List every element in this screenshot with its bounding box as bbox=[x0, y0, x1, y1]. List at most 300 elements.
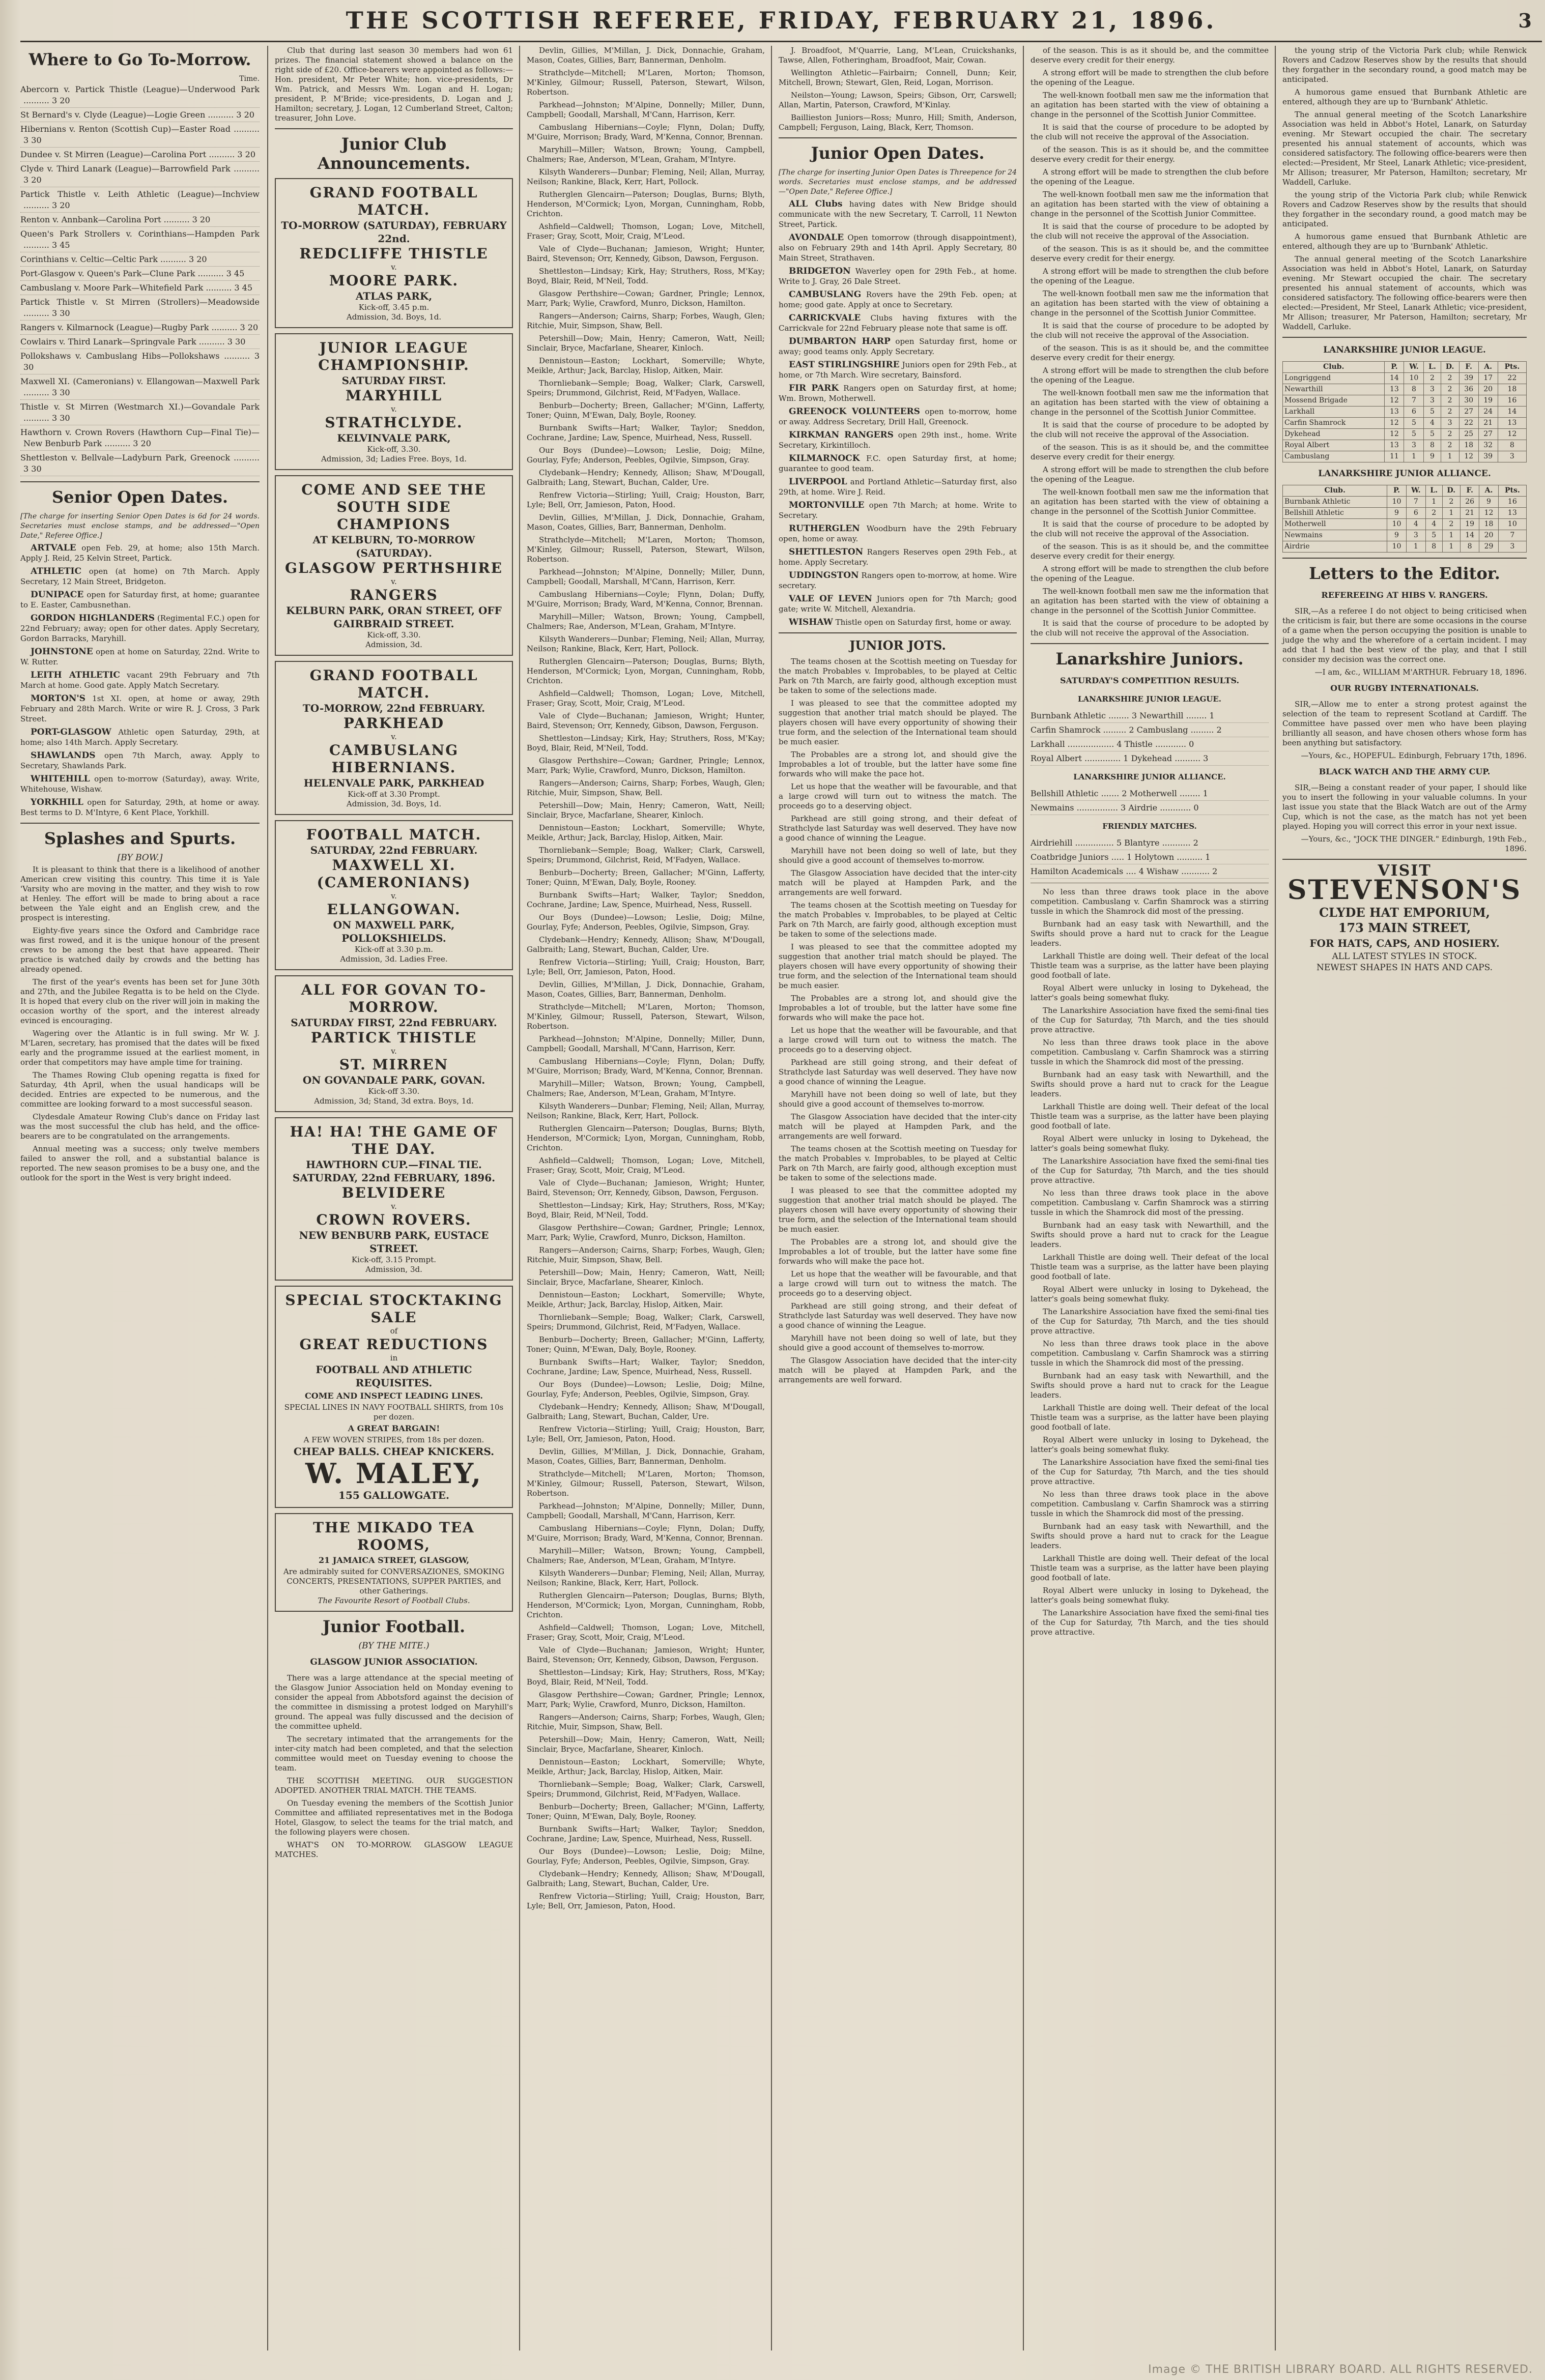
lineup-paragraph: Kilsyth Wanderers—Dunbar; Fleming, Neil; Allan, Murray, Neilson; Rankine, Black, Kerr, Hart, Pollock. bbox=[527, 167, 765, 186]
fixture-list bbox=[20, 84, 260, 476]
open-date-entry: RUTHERGLEN Woodburn have the 29th February open, home or away. bbox=[779, 524, 1017, 543]
advert-team-home: PARTICK THISTLE bbox=[310, 1029, 477, 1046]
lineup-paragraph: Ashfield—Caldwell; Thomson, Logan; Love, Mitchell, Fraser; Gray, Scott, Moir, Craig, M'Leod. bbox=[527, 1623, 765, 1642]
fixture-item: Cambuslang v. Moore Park—Whitefield Park .......... 3 45 bbox=[20, 282, 260, 295]
lanarkshire-league-results bbox=[1031, 710, 1269, 766]
letter-body: SIR,—Being a constant reader of your paper, I should like you to insert the following in your valuable columns. In your last issue you state that the Black Watch are out of the Army Cup, which is not the case, as the match has not yet been played. Hoping you will correct this error in your next issue. bbox=[1282, 783, 1527, 831]
article-paragraph: A strong effort will be made to strengthen the club before the opening of the League. bbox=[1031, 366, 1269, 385]
table-cell: 1 bbox=[1442, 541, 1460, 553]
image-credit: Image © THE BRITISH LIBRARY BOARD. ALL RIGHTS RESERVED. bbox=[1148, 2363, 1533, 2376]
open-date-club: MORTONVILLE bbox=[789, 500, 865, 510]
divider bbox=[779, 137, 1017, 138]
open-date-club: CAMBUSLANG bbox=[789, 289, 862, 300]
lineup-paragraph: Petershill—Dow; Main, Henry; Cameron, Watt, Neill; Sinclair, Bryce, Macfarlane, Shearer, Kinloch. bbox=[527, 1268, 765, 1287]
table-cell: Royal Albert bbox=[1283, 440, 1385, 451]
lineup-paragraph: Our Boys (Dundee)—Lowson; Leslie, Doig; Milne, Gourlay, Fyfe; Anderson, Peebles, Ogilvie, Simpson, Gray. bbox=[527, 1380, 765, 1399]
article-paragraph: Larkhall Thistle are doing well. Their defeat of the local Thistle team was a surprise, as the latter have been playing good football of late. bbox=[1031, 1102, 1269, 1130]
open-date-entry: DUMBARTON HARP open Saturday first, home or away; good teams only. Apply Secretary. bbox=[779, 336, 1017, 356]
junior-football-heading: Junior Football. bbox=[322, 1617, 466, 1636]
page-number: 3 bbox=[1518, 9, 1532, 32]
table-cell: 12 bbox=[1459, 451, 1478, 462]
lineup-paragraph: Glasgow Perthshire—Cowan; Gardner, Pringle; Lennox, Marr, Park; Wylie, Crawford, Munro, Dickson, Hamilton. bbox=[527, 1690, 765, 1709]
stevenson-line5: NEWEST SHAPES IN HATS AND CAPS. bbox=[1316, 963, 1493, 973]
advert-kickoff: Kick-off, 3.30. bbox=[367, 630, 421, 640]
letter bbox=[1282, 588, 1527, 677]
advert-title: COME AND SEE THE SOUTH SIDE CHAMPIONS bbox=[301, 481, 487, 533]
article-paragraph: of the season. This is as it should be, and the committee deserve every credit for their energy. bbox=[1031, 145, 1269, 164]
article-paragraph: It is said that the course of procedure to be adopted by the club will not receive the approval of the Association. bbox=[1031, 619, 1269, 637]
junior-byline: (BY THE MITE.) bbox=[358, 1641, 430, 1651]
article-paragraph: A strong effort will be made to strengthen the club before the opening of the League. bbox=[1031, 68, 1269, 87]
article-paragraph: Maryhill have not been doing so well of late, but they should give a good account of themselves to-morrow. bbox=[779, 1090, 1017, 1109]
article-paragraph: Annual meeting was a success; only twelve members failed to answer the roll, and a substantial balance is reported. The new season promises to be a busy one, and the outlook for the sport in the West is very bright indeed. bbox=[20, 1144, 260, 1182]
lineup-paragraph: Parkhead—Johnston; M'Alpine, Donnelly; Miller, Dunn, Campbell; Goodall, Marshall, M'Cann, Harrison, Kerr. bbox=[527, 567, 765, 586]
lineup-paragraph: Thornliebank—Semple; Boag, Walker; Clark, Carswell, Speirs; Drummond, Gilchrist, Reid, M'Fadyen, Wallace. bbox=[527, 379, 765, 397]
open-date-entry: JOHNSTONE open at home on Saturday, 22nd. Write to W. Rutter. bbox=[20, 647, 260, 666]
open-date-entry: ATHLETIC open (at home) on 7th March. Apply Secretary, 12 Main Street, Bridgeton. bbox=[20, 566, 260, 586]
table-cell: 12 bbox=[1385, 418, 1404, 429]
article-paragraph: Parkhead are still going strong, and their defeat of Strathclyde last Saturday was well deserved. They have now a good chance of winning the League. bbox=[779, 1058, 1017, 1086]
table-cell: 1 bbox=[1442, 530, 1460, 541]
letter-title: REFEREEING AT HIBS V. RANGERS. bbox=[1321, 590, 1488, 600]
table-cell: 8 bbox=[1404, 384, 1424, 395]
fixture-item: Queen's Park Strollers v. Corinthians—Hampden Park .......... 3 45 bbox=[20, 228, 260, 252]
table-column-header: L. bbox=[1425, 485, 1442, 497]
table-cell: 6 bbox=[1406, 508, 1425, 519]
article-paragraph: The Probables are a strong lot, and should give the Improbables a lot of trouble, but the latter have some fine forwards who will make the pace hot. bbox=[779, 750, 1017, 778]
lineup-paragraph: Devlin, Gillies, M'Millan, J. Dick, Donnachie, Graham, Mason, Coates, Gillies, Barr, Bannerman, Denholm. bbox=[527, 46, 765, 65]
lineup-paragraph: Strathclyde—Mitchell; M'Laren, Morton; Thomson, M'Kinley, Gilmour; Russell, Paterson, Stewart, Wilson, Robertson. bbox=[527, 68, 765, 97]
article-paragraph: The Glasgow Association have decided that the inter-city match will be played at Hampden Park, and the arrangements are well forward. bbox=[779, 1356, 1017, 1384]
advert-title: JUNIOR LEAGUE CHAMPIONSHIP. bbox=[318, 339, 470, 373]
stocktaking-advert bbox=[275, 1286, 513, 1508]
article-paragraph: of the season. This is as it should be, and the committee deserve every credit for their energy. bbox=[1031, 443, 1269, 461]
article-paragraph: the young strip of the Victoria Park club; while Renwick Rovers and Cadzow Reserves show by the results that should they forgather in the secondary round, a good match may be anticipated. bbox=[1282, 46, 1527, 84]
mikado-title: THE MIKADO TEA ROOMS, bbox=[313, 1519, 475, 1553]
table-cell: 1 bbox=[1425, 497, 1442, 508]
table-cell: Larkhall bbox=[1283, 407, 1385, 418]
lineup-paragraph: Cambuslang Hibernians—Coyle; Flynn, Dolan; Duffy, M'Guire, Morrison; Brady, Ward, M'Kenna, Connor, Brennan. bbox=[527, 123, 765, 141]
article-paragraph: The Lanarkshire Association have fixed the semi-final ties of the Cup for Saturday, 7th March, and the ties should prove attractive. bbox=[1031, 1458, 1269, 1486]
article-paragraph: Let us hope that the weather will be favourable, and that a large crowd will turn out to witness the match. The proceeds go to a deserving object. bbox=[779, 1026, 1017, 1054]
fixture-item: Thistle v. St Mirren (Westmarch XI.)—Govandale Park .......... 3 30 bbox=[20, 401, 260, 425]
article-paragraph: A strong effort will be made to strengthen the club before the opening of the League. bbox=[1031, 564, 1269, 583]
table-cell: 25 bbox=[1459, 429, 1478, 440]
lineup-paragraph: Renfrew Victoria—Stirling; Yuill, Craig; Houston, Barr, Lyle; Bell, Orr, Jamieson, Paton, Hood. bbox=[527, 1892, 765, 1910]
result-line: Coatbridge Juniors ..... 1 Holytown .......... 1 bbox=[1031, 852, 1269, 864]
advert-versus: v. bbox=[391, 1202, 397, 1211]
advert-title: HA! HA! THE GAME OF THE DAY. bbox=[290, 1123, 498, 1157]
divider bbox=[275, 128, 513, 129]
table-cell: 10 bbox=[1498, 519, 1526, 530]
maley-name: W. MALEY, bbox=[305, 1457, 483, 1490]
table-cell: 9 bbox=[1387, 508, 1406, 519]
table-cell: 2 bbox=[1442, 497, 1460, 508]
lineup-paragraph: Our Boys (Dundee)—Lowson; Leslie, Doig; Milne, Gourlay, Fyfe; Anderson, Peebles, Ogilvie, Simpson, Gray. bbox=[527, 913, 765, 932]
article-paragraph: The Probables are a strong lot, and should give the Improbables a lot of trouble, but the latter have some fine forwards who will make the pace hot. bbox=[779, 1237, 1017, 1266]
table-cell: Motherwell bbox=[1283, 519, 1387, 530]
lineup-paragraph: Cambuslang Hibernians—Coyle; Flynn, Dolan; Duffy, M'Guire, Morrison; Brady, Ward, M'Kenna, Connor, Brennan. bbox=[527, 1524, 765, 1543]
result-line: Bellshill Athletic ....... 2 Motherwell ........ 1 bbox=[1031, 788, 1269, 801]
fixture-item: Partick Thistle v. St Mirren (Strollers)—Meadowside .......... 3 30 bbox=[20, 297, 260, 321]
advert-venue: HELENVALE PARK, PARKHEAD bbox=[303, 777, 484, 789]
table-row bbox=[1283, 541, 1527, 553]
table-cell: 13 bbox=[1385, 440, 1404, 451]
article-paragraph: Royal Albert were unlucky in losing to Dykehead, the latter's goals being somewhat fluky. bbox=[1031, 1586, 1269, 1605]
article-paragraph: The Lanarkshire Association have fixed the semi-final ties of the Cup for Saturday, 7th March, and the ties should prove attractive. bbox=[1031, 1006, 1269, 1034]
table-row bbox=[1283, 497, 1527, 508]
article-paragraph: Larkhall Thistle are doing well. Their defeat of the local Thistle team was a surprise, as the latter have been playing good football of late. bbox=[1031, 1253, 1269, 1281]
table-cell: 7 bbox=[1406, 497, 1425, 508]
stevenson-line3: FOR HATS, CAPS, AND HOSIERY. bbox=[1309, 937, 1500, 949]
fixture-item: Pollokshaws v. Cambuslang Hibs—Pollokshaws .......... 3 30 bbox=[20, 351, 260, 374]
article-paragraph: Wagering over the Atlantic is in full swing. Mr W. J. M'Laren, secretary, has promised that the dates will be fixed early and the programme issued at the earliest moment, in order that competitors may have ample time for training. bbox=[20, 1029, 260, 1067]
article-paragraph: A humorous game ensued that Burnbank Athletic are entered, although they are up to 'Burnbank' Athletic. bbox=[1282, 88, 1527, 106]
table-cell: 2 bbox=[1441, 395, 1459, 407]
stevenson-name: STEVENSON'S bbox=[1287, 875, 1522, 906]
table-cell: 20 bbox=[1478, 384, 1498, 395]
junior-club-heading: Junior Club Announcements. bbox=[317, 134, 471, 173]
lineup-paragraph: Benburb—Docherty; Breen, Gallacher; M'Ginn, Lafferty, Toner; Quinn, M'Ewan, Daly, Boyle, Rooney. bbox=[527, 401, 765, 420]
table-cell: 3 bbox=[1404, 440, 1424, 451]
lineup-paragraph: Ashfield—Caldwell; Thomson, Logan; Love, Mitchell, Fraser; Gray, Scott, Moir, Craig, M'Leod. bbox=[527, 222, 765, 241]
advert-team-away: RANGERS bbox=[350, 587, 438, 603]
table-cell: 21 bbox=[1478, 418, 1498, 429]
friendly-match-results bbox=[1031, 837, 1269, 879]
splashes-heading: Splashes and Spurts. bbox=[44, 829, 236, 848]
article-paragraph: The well-known football men saw me the information that an agitation has been started with the view of obtaining a change in the personnel of the Scottish Junior Committee. bbox=[1031, 388, 1269, 417]
open-date-entry: MORTON'S 1st XI. open, at home or away, 29th February and 28th March. Write or wire R. J. Cross, 3 Park Street. bbox=[20, 693, 260, 723]
article-paragraph: The well-known football men saw me the information that an agitation has been started with the view of obtaining a change in the personnel of the Scottish Junior Committee. bbox=[1031, 487, 1269, 516]
table-cell: 16 bbox=[1498, 395, 1526, 407]
open-date-club: EAST STIRLINGSHIRE bbox=[789, 360, 900, 370]
advert-kickoff: Kick-off, 3.15 Prompt. bbox=[351, 1255, 437, 1264]
lanarkshire-juniors-heading: Lanarkshire Juniors. bbox=[1055, 649, 1244, 669]
stocktaking-title: SPECIAL STOCKTAKING SALE bbox=[285, 1292, 503, 1326]
article-paragraph: of the season. This is as it should be, and the committee deserve every credit for their energy. bbox=[1031, 343, 1269, 362]
table-cell: 17 bbox=[1478, 373, 1498, 384]
lineup-paragraph: Renfrew Victoria—Stirling; Yuill, Craig; Houston, Barr, Lyle; Bell, Orr, Jamieson, Paton, Hood. bbox=[527, 1425, 765, 1443]
article-paragraph: It is said that the course of procedure to be adopted by the club will not receive the approval of the Association. bbox=[1031, 222, 1269, 241]
fixture-item: Hawthorn v. Crown Rovers (Hawthorn Cup—Final Tie)—New Benburb Park .......... 3 20 bbox=[20, 427, 260, 451]
lineup-paragraph: Maryhill—Miller; Watson, Brown; Young, Campbell, Chalmers; Rae, Anderson, M'Lean, Graham, M'Intyre. bbox=[527, 1546, 765, 1565]
open-date-entry: KILMARNOCK F.C. open Saturday first, at home; guarantee to good team. bbox=[779, 453, 1017, 473]
table-row bbox=[1283, 395, 1527, 407]
lineup-paragraph: Rangers—Anderson; Cairns, Sharp; Forbes, Waugh, Glen; Ritchie, Muir, Simpson, Shaw, Bell. bbox=[527, 311, 765, 330]
table-row bbox=[1283, 508, 1527, 519]
lineup-paragraph: Parkhead—Johnston; M'Alpine, Donnelly; Miller, Dunn, Campbell; Goodall, Marshall, M'Cann, Harrison, Kerr. bbox=[527, 100, 765, 119]
advert-subtitle: SATURDAY FIRST, 22nd FEBRUARY. bbox=[291, 1017, 497, 1029]
open-date-club: LIVERPOOL bbox=[789, 477, 847, 487]
letter bbox=[1282, 681, 1527, 761]
stocktaking-line2: FOOTBALL AND ATHLETIC REQUISITES. bbox=[316, 1363, 472, 1389]
table-cell: 9 bbox=[1424, 451, 1441, 462]
fixture-item: Abercorn v. Partick Thistle (League)—Underwood Park .......... 3 20 bbox=[20, 84, 260, 108]
article-paragraph: The Lanarkshire Association have fixed the semi-final ties of the Cup for Saturday, 7th March, and the ties should prove attractive. bbox=[1031, 1307, 1269, 1336]
table-cell: 19 bbox=[1460, 519, 1479, 530]
advert-kickoff: Kick-off at 3.30 p.m. bbox=[354, 945, 434, 954]
lineup-paragraph: Strathclyde—Mitchell; M'Laren, Morton; Thomson, M'Kinley, Gilmour; Russell, Paterson, Stewart, Wilson, Robertson. bbox=[527, 1469, 765, 1498]
article-paragraph: Clydesdale Amateur Rowing Club's dance on Friday last was the most successful the club has held, and the office-bearers are to be congratulated on the arrangements. bbox=[20, 1112, 260, 1141]
article-paragraph: of the season. This is as it should be, and the committee deserve every credit for their energy. bbox=[1031, 542, 1269, 561]
article-paragraph: of the season. This is as it should be, and the committee deserve every credit for their energy. bbox=[1031, 244, 1269, 263]
stocktaking-line6: A FEW WOVEN STRIPES, from 18s per dozen. bbox=[303, 1435, 484, 1444]
article-paragraph: The teams chosen at the Scottish meeting on Tuesday for the match Probables v. Improbables, to be played at Celtic Park on 7th March, are fairly good, although exception must be taken to some of the selections made. bbox=[779, 1144, 1017, 1182]
splashes-article bbox=[20, 865, 260, 1183]
advert-title: GRAND FOOTBALL MATCH. bbox=[309, 184, 478, 218]
table-cell: 13 bbox=[1385, 384, 1404, 395]
table-column-header: D. bbox=[1442, 485, 1460, 497]
advert-team-away: STRATHCLYDE. bbox=[325, 414, 463, 431]
advert-venue: KELVINVALE PARK, bbox=[337, 432, 451, 444]
table-cell: 13 bbox=[1498, 418, 1526, 429]
lineup-paragraph: Cambuslang Hibernians—Coyle; Flynn, Dolan; Duffy, M'Guire, Morrison; Brady, Ward, M'Kenna, Connor, Brennan. bbox=[527, 590, 765, 608]
lineup-paragraph: Clydebank—Hendry; Kennedy, Allison; Shaw, M'Dougall, Galbraith; Lang, Stewart, Buchan, Calder, Ure. bbox=[527, 468, 765, 487]
divider bbox=[779, 632, 1017, 633]
advert-title: FOOTBALL MATCH. bbox=[306, 826, 482, 843]
column-5-article bbox=[1031, 46, 1269, 638]
table-column-header: F. bbox=[1459, 362, 1478, 373]
open-date-entry: VALE OF LEVEN Juniors open for 7th March; good gate; write W. Mitchell, Alexandria. bbox=[779, 594, 1017, 614]
article-paragraph: Burnbank had an easy task with Newarthill, and the Swifts should prove a hard nut to crack for the League leaders. bbox=[1031, 919, 1269, 948]
lineup-paragraph: Renfrew Victoria—Stirling; Yuill, Craig; Houston, Barr, Lyle; Bell, Orr, Jamieson, Paton, Hood. bbox=[527, 957, 765, 976]
table-cell: 30 bbox=[1459, 395, 1478, 407]
mikado-address: 21 JAMAICA STREET, GLASGOW, bbox=[318, 1555, 470, 1565]
lineup-paragraph: Strathclyde—Mitchell; M'Laren, Morton; Thomson, M'Kinley, Gilmour; Russell, Paterson, Stewart, Wilson, Robertson. bbox=[527, 535, 765, 564]
table-cell: 36 bbox=[1459, 384, 1478, 395]
open-date-club: KIRKMAN RANGERS bbox=[789, 430, 894, 440]
result-line: Larkhall .................. 4 Thistle ............ 0 bbox=[1031, 739, 1269, 751]
article-paragraph: Burnbank had an easy task with Newarthill, and the Swifts should prove a hard nut to crack for the League leaders. bbox=[1031, 1070, 1269, 1098]
open-date-entry: ALL Clubs having dates with New Bridge should communicate with the new Secretary, T. Carroll, 11 Newton Street, Partick. bbox=[779, 199, 1017, 229]
open-date-entry: PORT-GLASGOW Athletic open Saturday, 29th, at home; also 14th March. Apply Secretary. bbox=[20, 727, 260, 747]
table-cell: 5 bbox=[1424, 407, 1441, 418]
lineup-paragraph: Parkhead—Johnston; M'Alpine, Donnelly; Miller, Dunn, Campbell; Goodall, Marshall, M'Cann, Harrison, Kerr. bbox=[527, 1501, 765, 1520]
advert-admission: Admission, 3d; Stand, 3d extra. Boys, 1d. bbox=[314, 1096, 474, 1106]
table-cell: 8 bbox=[1424, 440, 1441, 451]
article-paragraph: THE SCOTTISH MEETING. OUR SUGGESTION ADOPTED. ANOTHER TRIAL MATCH. THE TEAMS. bbox=[275, 1776, 513, 1795]
open-date-club: ARTVALE bbox=[31, 543, 76, 553]
lineup-paragraph: Shettleston—Lindsay; Kirk, Hay; Struthers, Ross, M'Kay; Boyd, Blair, Reid, M'Neil, Todd. bbox=[527, 267, 765, 285]
table-cell: 20 bbox=[1479, 530, 1498, 541]
open-date-entry: YORKHILL open for Saturday, 29th, at home or away. Best terms to D. M'Intyre, 6 Kent Place, Yorkhill. bbox=[20, 797, 260, 817]
alliance-table-body bbox=[1283, 497, 1527, 553]
lineup-paragraph: Benburb—Docherty; Breen, Gallacher; M'Ginn, Lafferty, Toner; Quinn, M'Ewan, Daly, Boyle, Rooney. bbox=[527, 868, 765, 887]
table-row bbox=[1283, 429, 1527, 440]
masthead bbox=[20, 0, 1542, 42]
junior-football-article bbox=[275, 1673, 513, 1860]
table-cell: 12 bbox=[1498, 429, 1526, 440]
lineup-paragraph: Maryhill—Miller; Watson, Brown; Young, Campbell, Chalmers; Rae, Anderson, M'Lean, Graham, M'Intyre. bbox=[527, 1079, 765, 1098]
article-paragraph: Larkhall Thistle are doing well. Their defeat of the local Thistle team was a surprise, as the latter have been playing good football of late. bbox=[1031, 1403, 1269, 1432]
lineup-paragraph: Glasgow Perthshire—Cowan; Gardner, Pringle; Lennox, Marr, Park; Wylie, Crawford, Munro, Dickson, Hamilton. bbox=[527, 289, 765, 308]
divider bbox=[1031, 643, 1269, 644]
table-cell: Cambuslang bbox=[1283, 451, 1385, 462]
table-cell: 5 bbox=[1404, 418, 1424, 429]
maley-address: 155 GALLOWGATE. bbox=[338, 1489, 449, 1501]
advert-versus: v. bbox=[391, 263, 397, 272]
senior-open-dates-note: [The charge for inserting Senior Open Dates is 6d for 24 words. Secretaries must enclose stamps, and be addressed—"Open Date," Referee Office.] bbox=[20, 512, 260, 540]
advert-versus: v. bbox=[391, 577, 397, 586]
table-column-header: W. bbox=[1404, 362, 1424, 373]
open-date-entry: EAST STIRLINGSHIRE Juniors open for 29th Feb., at home, or 7th March. Wire secretary, Bainsford. bbox=[779, 360, 1017, 380]
table-cell: 14 bbox=[1460, 530, 1479, 541]
table-cell: 13 bbox=[1498, 508, 1526, 519]
lineup-paragraph: Devlin, Gillies, M'Millan, J. Dick, Donnachie, Graham, Mason, Coates, Gillies, Barr, Bannerman, Denholm. bbox=[527, 980, 765, 999]
table-cell: 16 bbox=[1498, 497, 1526, 508]
table-cell: Longriggend bbox=[1283, 373, 1385, 384]
table-column-header: Club. bbox=[1283, 362, 1385, 373]
table-cell: 12 bbox=[1385, 395, 1404, 407]
lanarkshire-article bbox=[1031, 887, 1269, 1637]
article-paragraph: No less than three draws took place in the above competition. Cambuslang v. Carfin Shamrock was a stirring tussle in which the Shamrock did most of the pressing. bbox=[1031, 1339, 1269, 1368]
table-column-header: A. bbox=[1478, 362, 1498, 373]
table-column-header: L. bbox=[1424, 362, 1441, 373]
table-cell: 19 bbox=[1478, 395, 1498, 407]
table-cell: 8 bbox=[1460, 541, 1479, 553]
advert-kickoff: Kick-off, 3.30. bbox=[367, 445, 421, 454]
table-column-header: A. bbox=[1479, 485, 1498, 497]
article-paragraph: The Glasgow Association have decided that the inter-city match will be played at Hampden Park, and the arrangements are well forward. bbox=[779, 868, 1017, 897]
table-row bbox=[1283, 384, 1527, 395]
table-cell: 18 bbox=[1459, 440, 1478, 451]
lineup-paragraph: Shettleston—Lindsay; Kirk, Hay; Struthers, Ross, M'Kay; Boyd, Blair, Reid, M'Neil, Todd. bbox=[527, 734, 765, 752]
fixture-item: Port-Glasgow v. Queen's Park—Clune Park .......... 3 45 bbox=[20, 268, 260, 281]
league-table-body bbox=[1283, 373, 1527, 462]
column-rule bbox=[1023, 46, 1024, 2350]
fixture-item: Renton v. Annbank—Carolina Port .......... 3 20 bbox=[20, 214, 260, 227]
table-column-header: P. bbox=[1387, 485, 1406, 497]
article-paragraph: I was pleased to see that the committee adopted my suggestion that another trial match should be played. The players chosen will have every opportunity of showing their true form, and the selection of the International team should be much easier. bbox=[779, 942, 1017, 990]
advert-venue: NEW BENBURB PARK, EUSTACE STREET. bbox=[299, 1229, 489, 1255]
advert-team-home: MAXWELL XI. (CAMERONIANS) bbox=[317, 857, 471, 891]
lineup-paragraph: Benburb—Docherty; Breen, Gallacher; M'Ginn, Lafferty, Toner; Quinn, M'Ewan, Daly, Boyle, Rooney. bbox=[527, 1335, 765, 1354]
junior-subheading: GLASGOW JUNIOR ASSOCIATION. bbox=[310, 1657, 478, 1667]
table-cell: 12 bbox=[1479, 508, 1498, 519]
fixture-item: Rangers v. Kilmarnock (League)—Rugby Park .......... 3 20 bbox=[20, 322, 260, 335]
match-advert bbox=[275, 820, 513, 970]
table-cell: 10 bbox=[1387, 497, 1406, 508]
letters-list bbox=[1282, 588, 1527, 854]
fixture-item: Partick Thistle v. Leith Athletic (League)—Inchview .......... 3 20 bbox=[20, 189, 260, 213]
article-paragraph: There was a large attendance at the special meeting of the Glasgow Junior Association held on Monday evening to consider the appeal from Abbotsford against the decision of the committee in dismissing a protest lodged on Maryhill's ground. The appeal was fully discussed and the decision of the committee upheld. bbox=[275, 1673, 513, 1731]
table-cell: 27 bbox=[1459, 407, 1478, 418]
article-paragraph: It is said that the course of procedure to be adopted by the club will not receive the approval of the Association. bbox=[1031, 519, 1269, 538]
open-date-club: BRIDGETON bbox=[789, 266, 851, 276]
senior-open-dates-heading: Senior Open Dates. bbox=[51, 487, 228, 507]
alliance-table-header bbox=[1283, 485, 1527, 497]
advert-team-away: CAMBUSLANG HIBERNIANS. bbox=[329, 742, 459, 776]
lineup-paragraph: Vale of Clyde—Buchanan; Jamieson, Wright; Hunter, Baird, Stevenson; Orr, Kennedy, Gibson, Dawson, Ferguson. bbox=[527, 244, 765, 263]
column-rule bbox=[1275, 46, 1276, 2350]
open-date-club: JOHNSTONE bbox=[31, 647, 93, 657]
article-paragraph: The well-known football men saw me the information that an agitation has been started with the view of obtaining a change in the personnel of the Scottish Junior Committee. bbox=[1031, 587, 1269, 615]
lineup-paragraph: Baillieston Juniors—Ross; Munro, Hill; Smith, Anderson, Campbell; Ferguson, Laing, Black, Kerr, Thomson. bbox=[779, 113, 1017, 132]
lineup-paragraph: Dennistoun—Easton; Lockhart, Somerville; Whyte, Meikle, Arthur; Jack, Barclay, Hislop, Aitken, Mair. bbox=[527, 1290, 765, 1309]
advert-admission: Admission, 3d. bbox=[365, 1265, 422, 1274]
table-row bbox=[1283, 407, 1527, 418]
senior-open-dates-list bbox=[20, 543, 260, 818]
stocktaking-of: of bbox=[390, 1326, 398, 1336]
mikado-advert bbox=[275, 1513, 513, 1612]
article-paragraph: It is said that the course of procedure to be adopted by the club will not receive the approval of the Association. bbox=[1031, 123, 1269, 141]
advert-team-home: REDCLIFFE THISTLE bbox=[299, 245, 489, 262]
article-paragraph: The Lanarkshire Association have fixed the semi-final ties of the Cup for Saturday, 7th March, and the ties should prove attractive. bbox=[1031, 1156, 1269, 1185]
open-date-club: YORKHILL bbox=[31, 797, 83, 807]
table-cell: 2 bbox=[1442, 519, 1460, 530]
lineup-paragraph: Burnbank Swifts—Hart; Walker, Taylor; Sneddon, Cochrane, Jardine; Law, Spence, Muirhead, Ness, Russell. bbox=[527, 1357, 765, 1376]
letter-title: OUR RUGBY INTERNATIONALS. bbox=[1330, 683, 1479, 693]
open-date-club: ALL Clubs bbox=[789, 199, 843, 209]
column-1 bbox=[15, 46, 265, 2356]
column-6 bbox=[1277, 46, 1532, 2356]
time-label: Time. bbox=[239, 75, 260, 83]
article-paragraph: It is pleasant to think that there is a likelihood of another American crew visiting this country. This time it is Yale 'Varsity who are moving in the matter, and they wish to row at Henley. The effort will be made to bring about a race between the Yale eight and an English crew, and the prospect is interesting. bbox=[20, 865, 260, 922]
lineup-paragraph: Petershill—Dow; Main, Henry; Cameron, Watt, Neill; Sinclair, Bryce, Macfarlane, Shearer, Kinloch. bbox=[527, 801, 765, 820]
junior-jots-heading: JUNIOR JOTS. bbox=[849, 638, 946, 653]
table-row bbox=[1283, 519, 1527, 530]
open-date-club: SHETTLESTON bbox=[789, 547, 864, 557]
lineup-paragraph: Strathclyde—Mitchell; M'Laren, Morton; Thomson, M'Kinley, Gilmour; Russell, Paterson, Stewart, Wilson, Robertson. bbox=[527, 1002, 765, 1031]
lineup-paragraph: Kilsyth Wanderers—Dunbar; Fleming, Neil; Allan, Murray, Neilson; Rankine, Black, Kerr, Hart, Pollock. bbox=[527, 1569, 765, 1587]
open-date-club: WISHAW bbox=[789, 617, 833, 627]
table-cell: 7 bbox=[1404, 395, 1424, 407]
advert-admission: Admission, 3d. Boys, 1d. bbox=[346, 799, 442, 808]
open-date-club: ATHLETIC bbox=[31, 566, 82, 576]
lineup-paragraph: Devlin, Gillies, M'Millan, J. Dick, Donnachie, Graham, Mason, Coates, Gillies, Barr, Bannerman, Denholm. bbox=[527, 1447, 765, 1466]
advert-team-away: ELLANGOWAN. bbox=[327, 901, 461, 918]
lineup-paragraph: Thornliebank—Semple; Boag, Walker; Clark, Carswell, Speirs; Drummond, Gilchrist, Reid, M'Fadyen, Wallace. bbox=[527, 846, 765, 864]
article-paragraph: Parkhead are still going strong, and their defeat of Strathclyde last Saturday was well deserved. They have now a good chance of winning the League. bbox=[779, 1301, 1017, 1330]
table-cell: 27 bbox=[1478, 429, 1498, 440]
lineup-paragraph: Vale of Clyde—Buchanan; Jamieson, Wright; Hunter, Baird, Stevenson; Orr, Kennedy, Gibson, Dawson, Ferguson. bbox=[527, 1645, 765, 1664]
stevenson-line1: CLYDE HAT EMPORIUM, bbox=[1319, 905, 1491, 920]
lineup-paragraph: J. Broadfoot, M'Quarrie, Lang, M'Lean, Cruickshanks, Tawse, Allen, Fotheringham, Broadfoot, Mair, Cowan. bbox=[779, 46, 1017, 65]
where-to-go-heading: Where to Go To-Morrow. bbox=[28, 50, 251, 69]
table-cell: 2 bbox=[1441, 407, 1459, 418]
lineup-paragraph: Rutherglen Glencairn—Paterson; Douglas, Burns; Blyth, Henderson, M'Cormick; Lyon, Morgan, Cunningham, Robb, Crichton. bbox=[527, 1591, 765, 1619]
advert-admission: Admission, 3d. bbox=[365, 640, 422, 649]
lineup-paragraph: Cambuslang Hibernians—Coyle; Flynn, Dolan; Duffy, M'Guire, Morrison; Brady, Ward, M'Kenna, Connor, Brennan. bbox=[527, 1057, 765, 1076]
open-date-entry: GREENOCK VOLUNTEERS open to-morrow, home or away. Address Secretary, Drill Hall, Greenock. bbox=[779, 407, 1017, 426]
open-date-club: CARRICKVALE bbox=[789, 313, 861, 323]
table-cell: 2 bbox=[1425, 508, 1442, 519]
open-date-club: GREENOCK VOLUNTEERS bbox=[789, 407, 920, 417]
table-cell: 10 bbox=[1404, 373, 1424, 384]
table-cell: 12 bbox=[1385, 429, 1404, 440]
table-cell: 21 bbox=[1460, 508, 1479, 519]
lineup-paragraph: Shettleston—Lindsay; Kirk, Hay; Struthers, Ross, M'Kay; Boyd, Blair, Reid, M'Neil, Todd. bbox=[527, 1201, 765, 1220]
advert-versus: v. bbox=[391, 891, 397, 901]
advert-team-away: CROWN ROVERS. bbox=[316, 1211, 472, 1228]
article-paragraph: Larkhall Thistle are doing well. Their defeat of the local Thistle team was a surprise, as the latter have been playing good football of late. bbox=[1031, 1554, 1269, 1582]
open-date-entry: MORTONVILLE open 7th March; at home. Write to Secretary. bbox=[779, 500, 1017, 520]
divider bbox=[20, 481, 260, 482]
table-cell: 1 bbox=[1442, 508, 1460, 519]
advert-subtitle: SATURDAY, 22nd FEBRUARY. bbox=[310, 844, 478, 856]
open-date-entry: WISHAW Thistle open on Saturday first, home or away. bbox=[789, 617, 1012, 627]
advert-venue: ON GOVANDALE PARK, GOVAN. bbox=[302, 1074, 485, 1086]
fixture-item: Shettleston v. Bellvale—Ladyburn Park, Greenock .......... 3 30 bbox=[20, 452, 260, 476]
fixture-item: Hibernians v. Renton (Scottish Cup)—Easter Road .......... 3 30 bbox=[20, 124, 260, 148]
lineup-paragraph: Kilsyth Wanderers—Dunbar; Fleming, Neil; Allan, Murray, Neilson; Rankine, Black, Kerr, Hart, Pollock. bbox=[527, 634, 765, 653]
match-advert bbox=[275, 1117, 513, 1281]
table-cell: Carfin Shamrock bbox=[1283, 418, 1385, 429]
fixture-item: Maxwell XI. (Cameronians) v. Ellangowan—Maxwell Park .......... 3 30 bbox=[20, 376, 260, 400]
open-date-club: KILMARNOCK bbox=[789, 453, 860, 463]
table-cell: 2 bbox=[1441, 429, 1459, 440]
junior-open-dates-list bbox=[779, 199, 1017, 627]
